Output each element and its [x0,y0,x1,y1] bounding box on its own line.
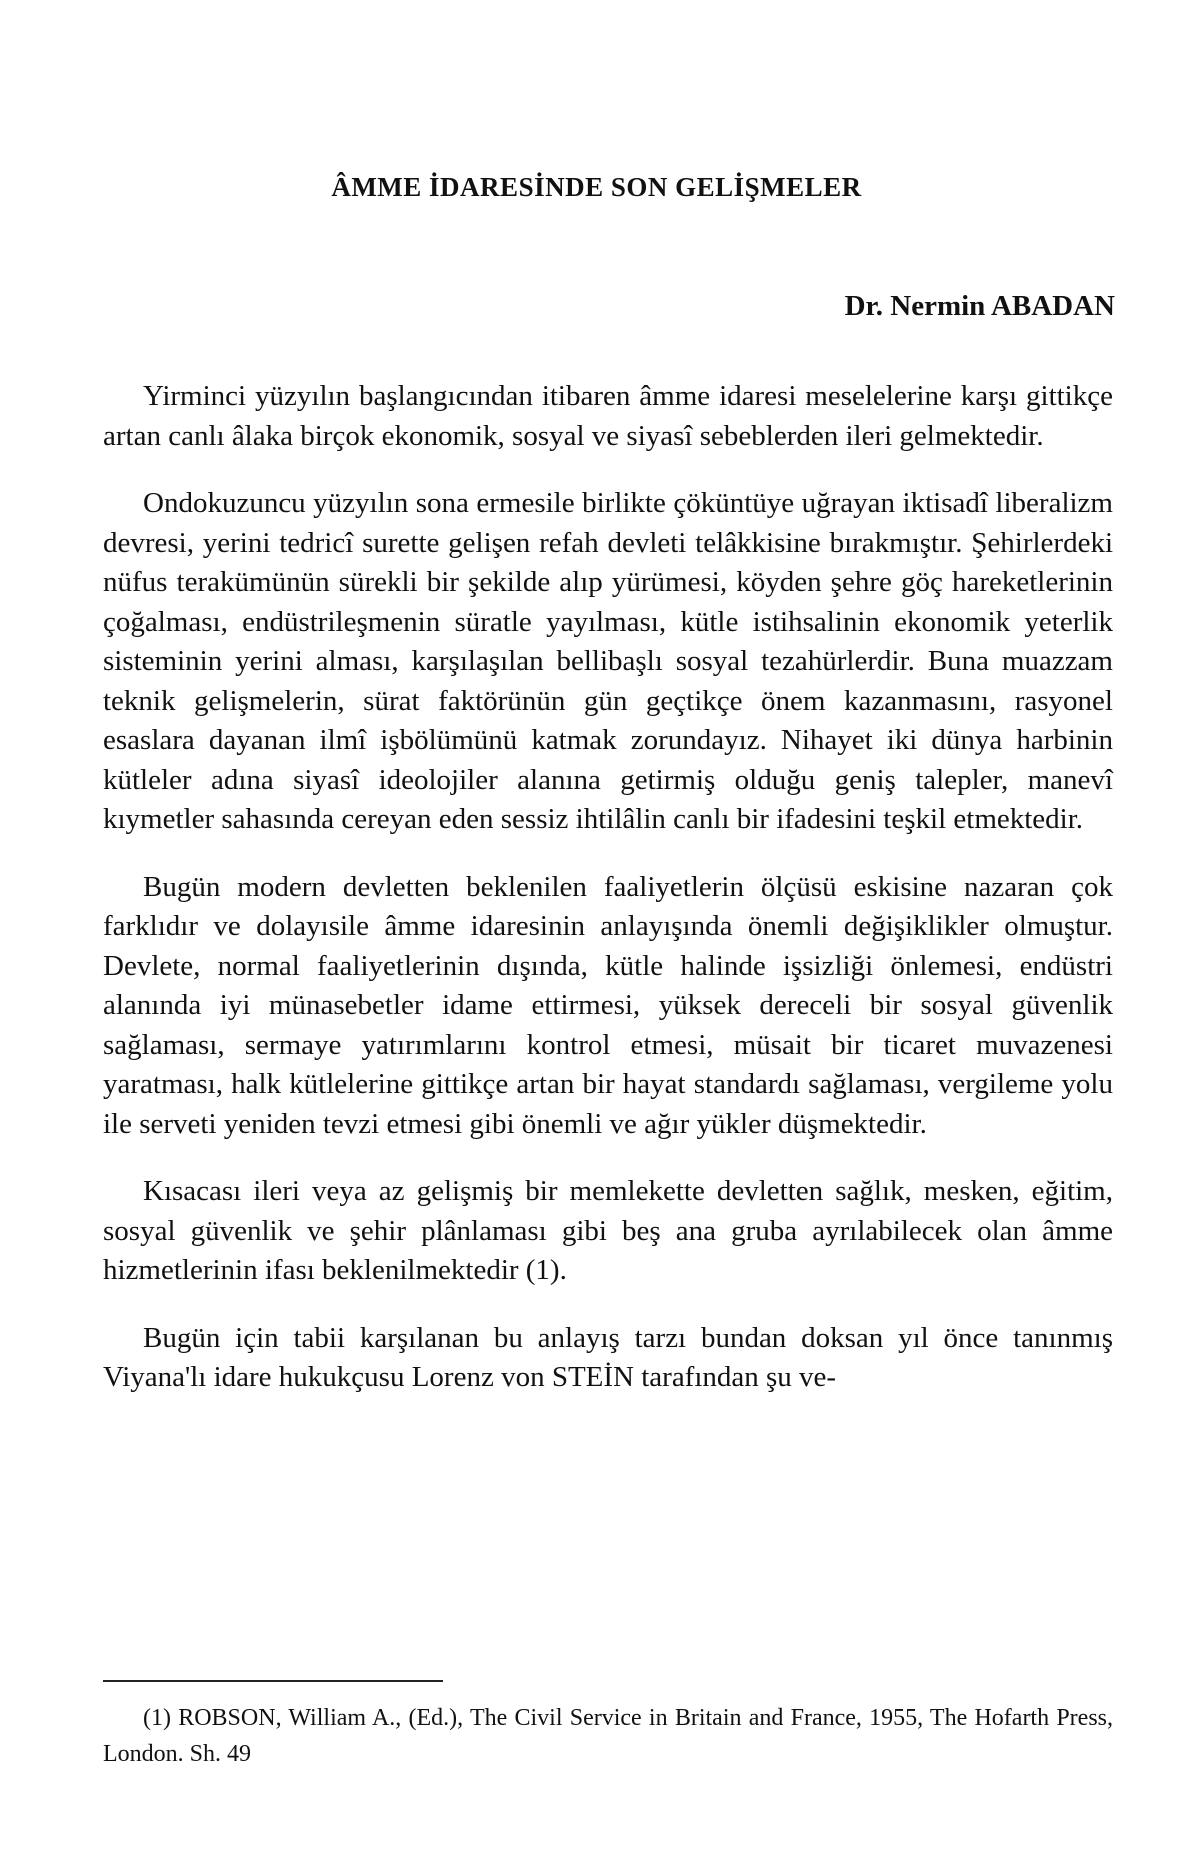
paragraph: Kısacası ileri veya az gelişmiş bir memlekette devletten sağlık, mesken, eğitim, sosyal güvenlik ve şehir plânlaması gibi beş ana gruba ayrılabilecek olan âmme hizmetlerinin ifası beklenilmektedir (1). [103,1175,1113,1286]
body-text [103,377,1113,1426]
paragraph: Bugün modern devletten beklenilen faaliyetlerin ölçüsü eskisine nazaran çok farklıdır ve dolayısile âmme idaresinin anlayışında önemli değişiklikler olmuştur. Devlete, normal faaliyetlerinin dışında, kütle halinde işsizliği önlemesi, endüstri alanında iyi münasebetler idame ettirmesi, yüksek dereceli bir sosyal güvenlik sağlaması, sermaye yatırımlarını kontrol etmesi, müsait bir ticaret muvazenesi yaratması, halk kütlelerine gittikçe artan bir hayat standardı sağlaması, vergileme yolu ile serveti yeniden tevzi etmesi gibi önemli ve ağır yükler düşmektedir. [103,870,1113,1140]
document-title: ÂMME İDARESİNDE SON GELİŞMELER [331,172,862,202]
paragraph: Ondokuzuncu yüzyılın sona ermesile birlikte çöküntüye uğrayan iktisadî liberalizm devresi, yerini tedricî surette gelişen refah devleti telâkkisine bırakmıştır. Şehirlerdeki nüfus terakümünün sürekli bir şekilde alıp yürümesi, köyden şehre göç hareketlerinin çoğalması, endüstrileşmenin süratle yayılması, kütle istihsalinin ekonomik yeterlik sisteminin yerini alması, karşılaşılan bellibaşlı sosyal tezahürlerdir. Buna muazzam teknik gelişmelerin, sürat faktörünün gün geçtikçe önem kazanmasını, rasyonel esaslara dayanan ilmî işbölümünü katmak zorundayız. Nihayet iki dünya harbinin kütleler adına siyasî ideolojiler alanına getirmiş olduğu geniş talepler, manevî kıymetler sahasında cereyan eden sessiz ihtilâlin canlı bir ifadesini teşkil etmektedir. [103,487,1113,835]
author-name: Dr. Nermin ABADAN [844,290,1115,322]
footnote: (1) ROBSON, William A., (Ed.), The Civil Service in Britain and France, 1955, The Hofarth Press, London. Sh. 49 [103,1705,1113,1767]
paragraph: Yirminci yüzyılın başlangıcından itibaren âmme idaresi meselelerine karşı gittikçe artan canlı âlaka birçok ekonomik, sosyal ve siyasî sebeblerden ileri gelmektedir. [103,380,1113,452]
paragraph: Bugün için tabii karşılanan bu anlayış tarzı bundan doksan yıl önce tanınmış Viyana'lı idare hukukçusu Lorenz von STEİN tarafından şu ve- [103,1321,1113,1393]
footnote-divider [103,1680,443,1682]
